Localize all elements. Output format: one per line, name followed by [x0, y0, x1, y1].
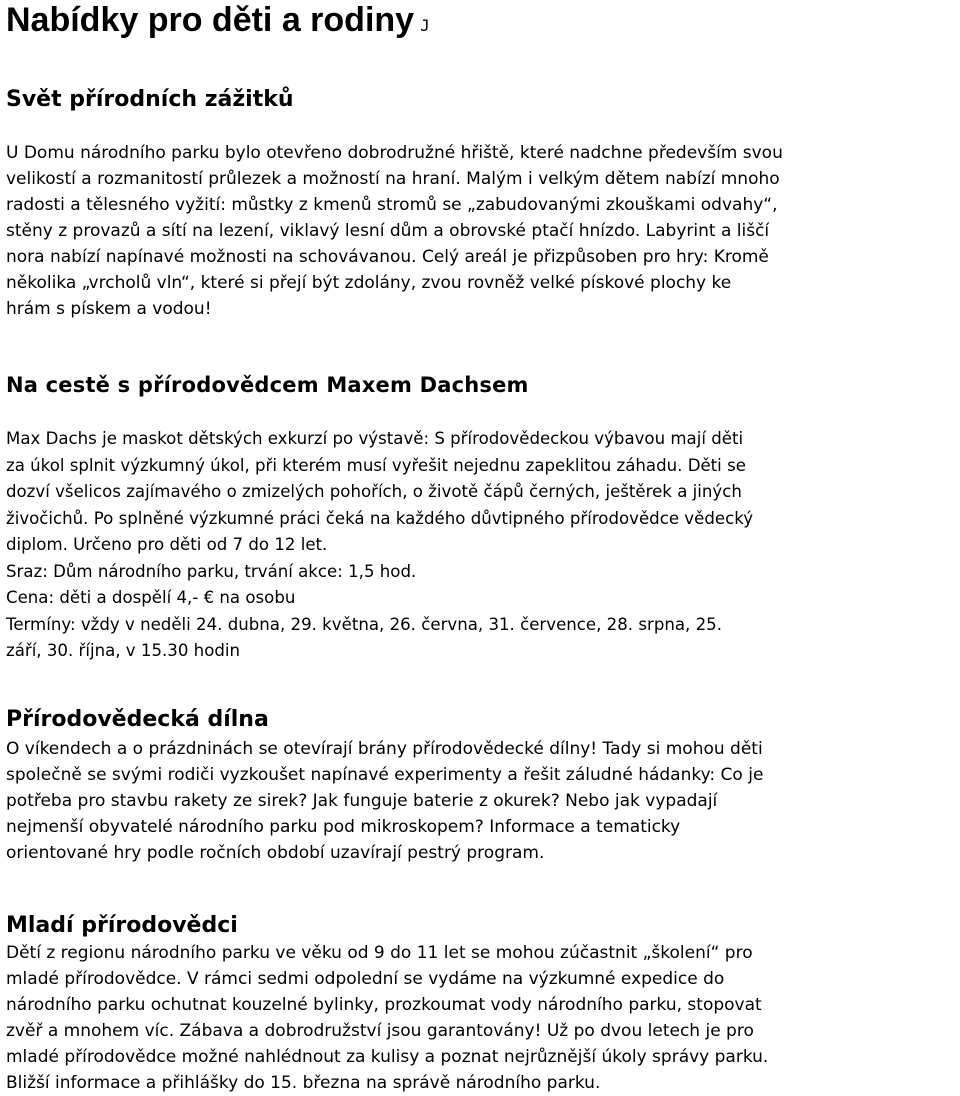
- section-prirodovedecka-dilna: [6, 706, 956, 866]
- paragraph-line: stěny z provazů a sítí na lezení, viklavý lesní dům a obrovské ptačí hnízdo. Labyrint a liščí: [6, 221, 770, 241]
- paragraph-line: radosti a tělesného vyžití: můstky z kmenů stromů se „zabudovanými zkouškami odvahy“,: [6, 195, 778, 215]
- paragraph-line: mladé přírodovědce možné nahlédnout za kulisy a poznat nejrůznější úkoly správy parku.: [6, 1047, 769, 1067]
- paragraph-line: dozví všelicos zajímavého o zmizelých pohořích, o životě čápů černých, ještěrek a jiných: [6, 482, 742, 501]
- paragraph-line: diplom. Určeno pro děti od 7 do 12 let.: [6, 535, 328, 554]
- paragraph-line: Max Dachs je maskot dětských exkurzí po výstavě: S přírodovědeckou výbavou mají děti: [6, 429, 744, 448]
- paragraph-line: živočichů. Po splněné výzkumné práci čeká na každého důvtipného přírodovědce vědecký: [6, 508, 754, 528]
- paragraph-line: společně se svými rodiči vyzkoušet napínavé experimenty a řešit záludné hádanky: Co je: [6, 765, 764, 785]
- section-svet-prirodnich-zazitku: [6, 86, 956, 322]
- section-heading: Na cestě s přírodovědcem Maxem Dachsem: [6, 373, 529, 397]
- section-heading: Svět přírodních zážitků: [6, 87, 294, 112]
- paragraph-line: nejmenší obyvatelé národního parku pod mikroskopem? Informace a tematicky: [6, 817, 681, 837]
- paragraph-line: mladé přírodovědce. V rámci sedmi odpolední se vydáme na výzkumné expedice do: [6, 969, 725, 989]
- section-heading: Mladí přírodovědci: [6, 913, 238, 938]
- paragraph-line: orientované hry podle ročních období uzavírají pestrý program.: [6, 843, 545, 863]
- paragraph-line: několika „vrcholů vln“, které si přejí být zdolány, zvou rovněž velké pískové plochy ke: [6, 273, 732, 293]
- paragraph-line: Dětí z regionu národního parku ve věku od 9 do 11 let se mohou zúčastnit „školení“ pro: [6, 943, 753, 963]
- paragraph-line: velikostí a rozmanitostí průlezek a možností na hraní. Malým i velkým dětem nabízí mnoho: [6, 169, 780, 189]
- title-mark: J: [420, 16, 430, 35]
- section-heading: Přírodovědecká dílna: [6, 707, 269, 732]
- paragraph-line: zvěř a mnohem víc. Zábava a dobrodružství jsou garantovány! Už po dvou letech je pro: [6, 1021, 754, 1041]
- paragraph-line: hrám s pískem a vodou!: [6, 299, 212, 319]
- section-na-ceste-s-prirodovedcem: [6, 371, 956, 665]
- section-mladi-prirodovedci: [6, 912, 956, 1096]
- paragraph-line: Cena: děti a dospělí 4,- € na osobu: [6, 588, 296, 607]
- paragraph-line: potřeba pro stavbu rakety ze sirek? Jak funguje baterie z okurek? Nebo jak vypadají: [6, 791, 718, 811]
- paragraph-line: U Domu národního parku bylo otevřeno dobrodružné hřiště, které nadchne především svou: [6, 143, 783, 163]
- paragraph-line: za úkol splnit výzkumný úkol, při kterém musí vyřešit nejednu zapeklitou záhadu. Děti se: [6, 455, 746, 475]
- paragraph-line: Sraz: Dům národního parku, trvání akce: 1,5 hod.: [6, 561, 417, 581]
- paragraph-line: O víkendech a o prázdninách se otevírají brány přírodovědecké dílny! Tady si mohou děti: [6, 739, 763, 759]
- paragraph-line: Termíny: vždy v neděli 24. dubna, 29. května, 26. června, 31. července, 28. srpna, 25.: [6, 614, 722, 634]
- paragraph-line: září, 30. října, v 15.30 hodin: [6, 641, 241, 660]
- section-paragraph: [6, 426, 956, 665]
- page-title: [6, 0, 430, 46]
- page-title-text: Nabídky pro děti a rodiny: [6, 1, 415, 39]
- paragraph-line: Bližší informace a přihlášky do 15. března na správě národního parku.: [6, 1073, 601, 1093]
- paragraph-line: nora nabízí napínavé možnosti na schovávanou. Celý areál je přizpůsoben pro hry: Kromě: [6, 247, 769, 267]
- section-paragraph: [6, 940, 956, 1096]
- section-paragraph: [6, 140, 956, 322]
- section-paragraph: [6, 736, 956, 866]
- paragraph-line: národního parku ochutnat kouzelné bylinky, prozkoumat vody národního parku, stopovat: [6, 995, 762, 1015]
